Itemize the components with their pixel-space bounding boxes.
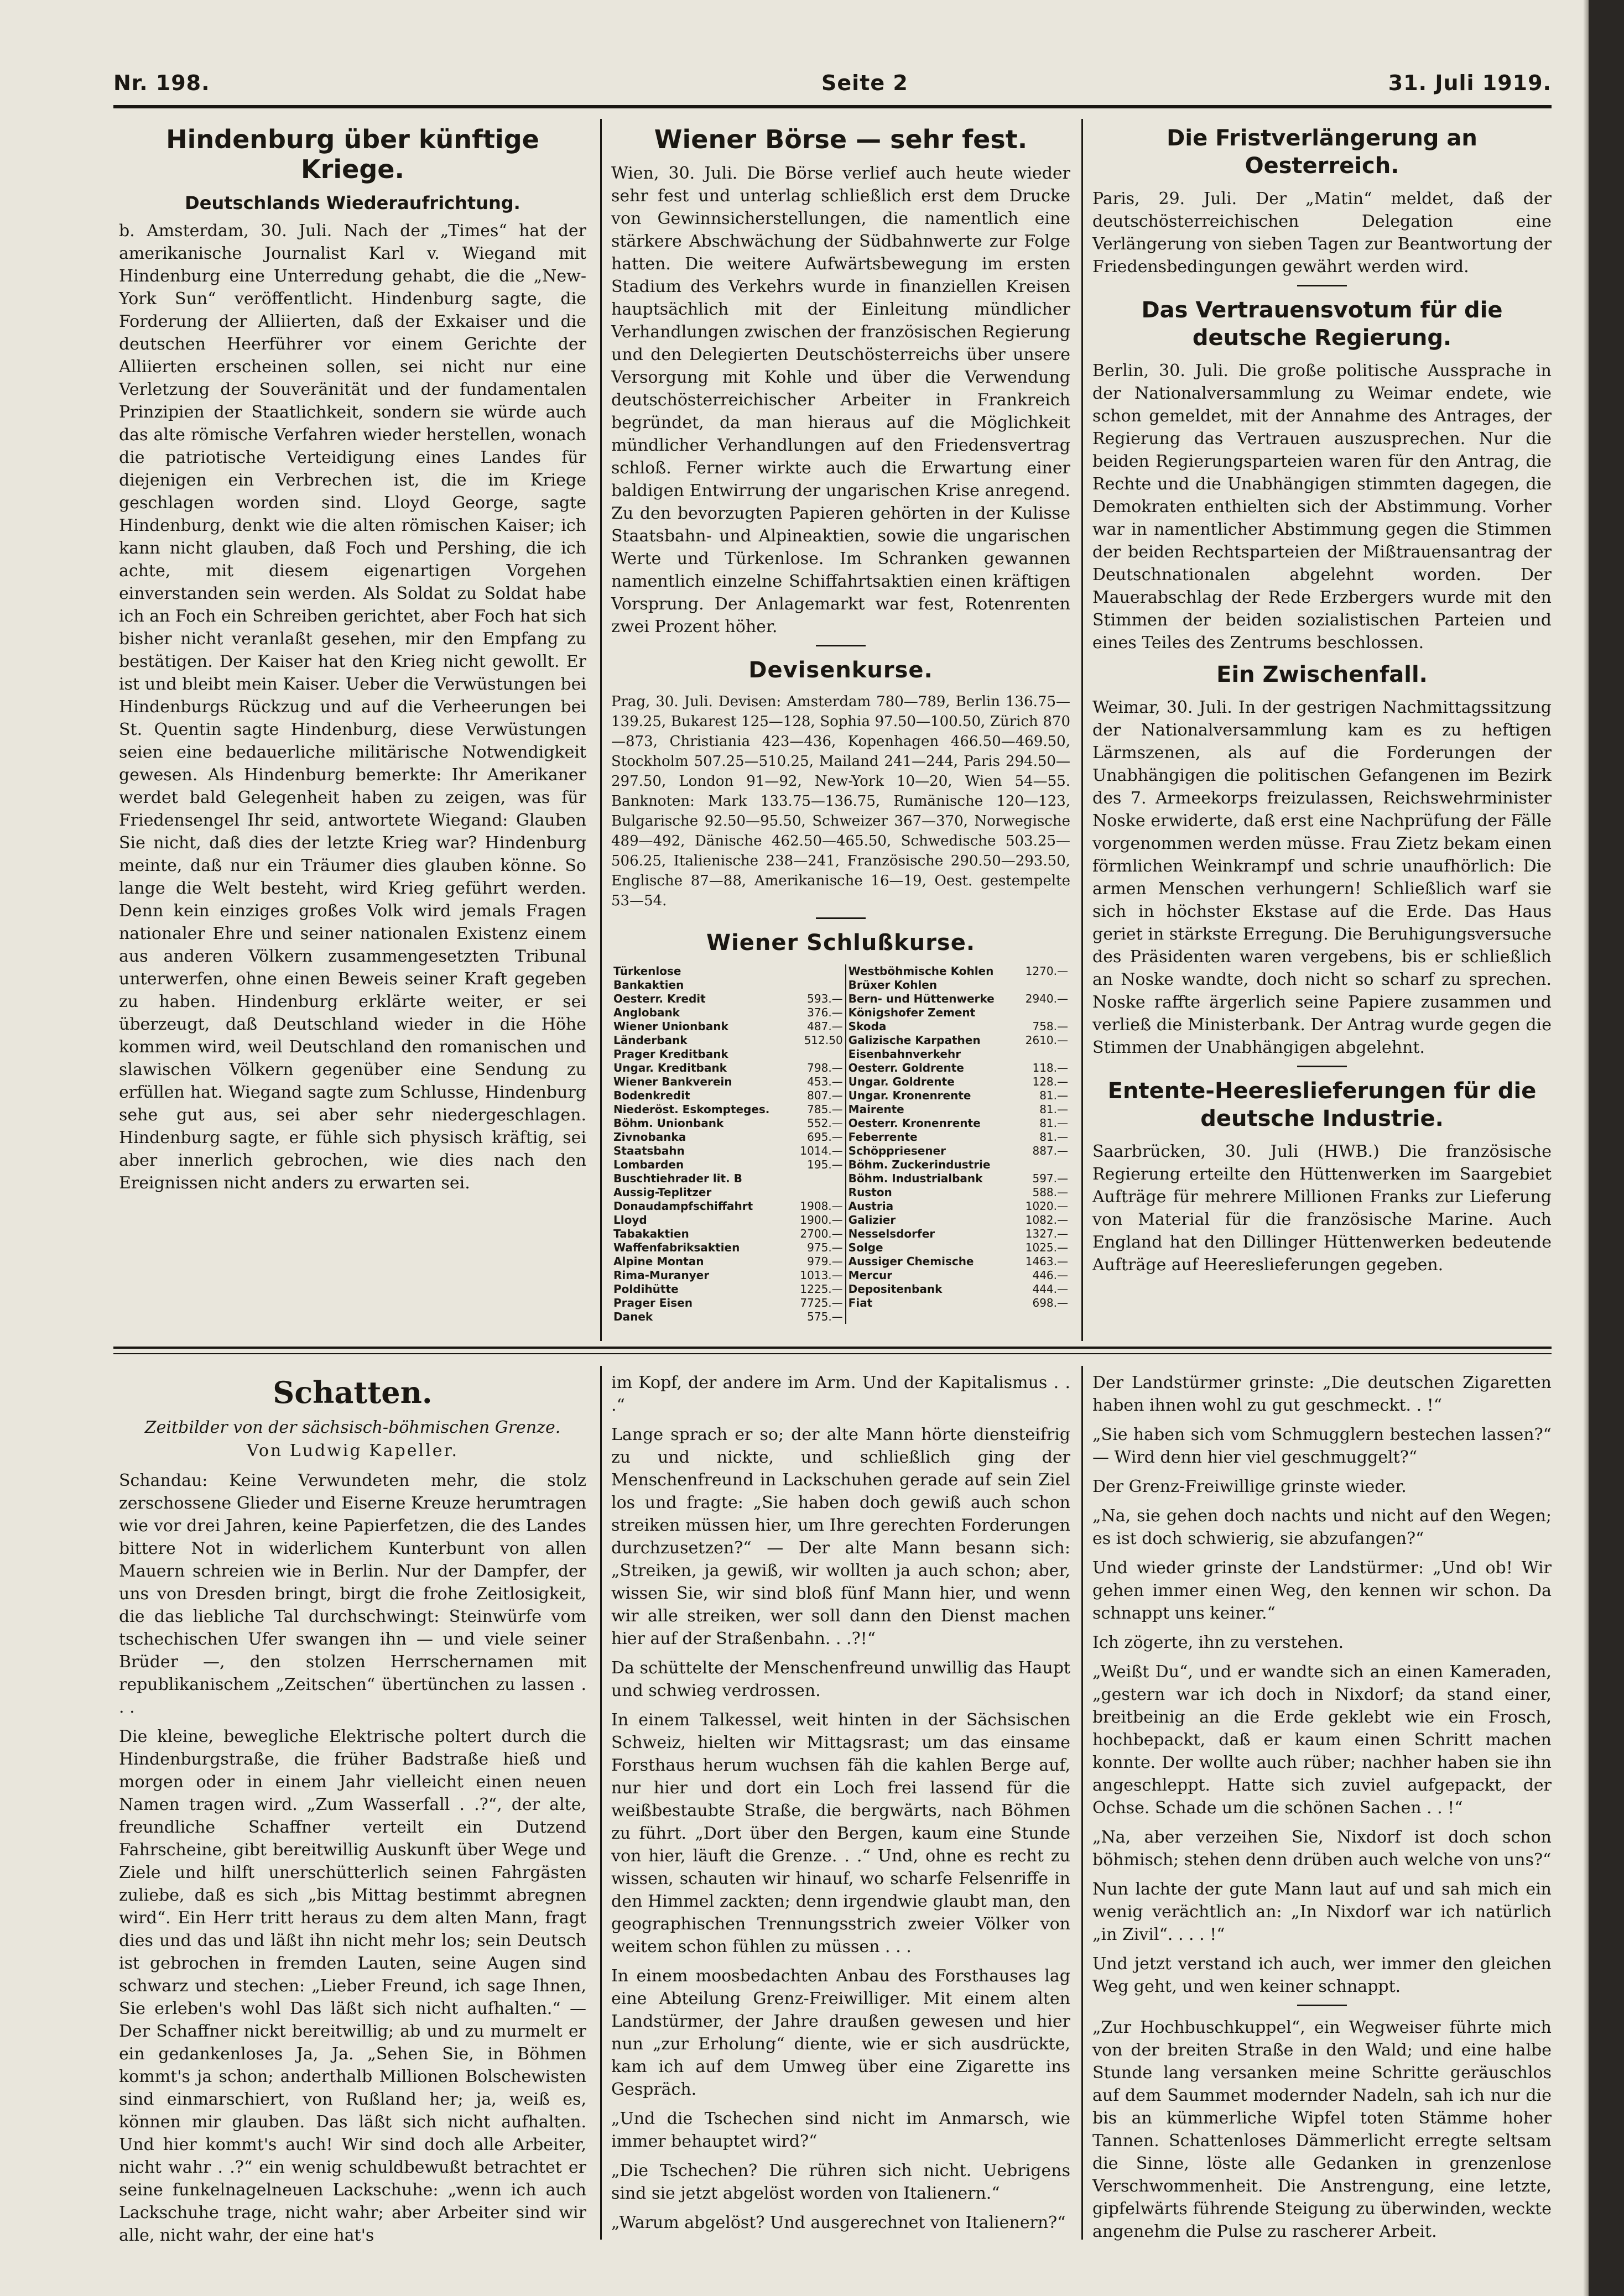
quote-name: Aussig-Teplitzer xyxy=(613,1186,712,1199)
quote-name: Prager Kreditbank xyxy=(613,1047,728,1061)
quote-name: Galizier xyxy=(848,1213,896,1227)
quote-name: Galizische Karpathen xyxy=(848,1034,981,1047)
quote-value: 1020.— xyxy=(1025,1199,1068,1213)
feuilleton-paragraph: Nun lachte der gute Mann laut auf und sah mich ein wenig verächtlich an: „In Nixdorf war ich natürlich „in Zivil“. . . . !“ xyxy=(1092,1880,1552,1944)
quote-name: Ungar. Kronenrente xyxy=(848,1089,971,1102)
page-edge-shadow xyxy=(1583,0,1589,2296)
quote-value: 512.50 xyxy=(775,1034,845,1047)
quote-name: Ungar. Kreditbank xyxy=(613,1061,727,1074)
quote-value: 975.— xyxy=(775,1241,845,1255)
quote-value: 1463.— xyxy=(1025,1255,1068,1268)
quote-value: 1025.— xyxy=(1025,1241,1068,1254)
devisen-title: Devisenkurse. xyxy=(748,658,933,683)
quote-row xyxy=(611,1282,1070,1296)
quote-value xyxy=(775,978,845,992)
quote-name: Böhm. Zuckerindustrie xyxy=(848,1158,991,1171)
feuilleton-column-2 xyxy=(611,1371,1070,2234)
quote-value: 1082.— xyxy=(1025,1213,1068,1227)
quote-row xyxy=(611,992,1070,1006)
quote-name: Eisenbahnverkehr xyxy=(848,1047,961,1061)
quote-row xyxy=(611,1199,1070,1213)
issue-number: Nr. 198. xyxy=(113,71,210,95)
feuilleton-paragraph: Und jetzt verstand ich auch, wer immer den gleichen Weg geht, und wen keiner schnappt. xyxy=(1092,1954,1552,1996)
section-rule xyxy=(1297,2005,1347,2006)
quote-value: 2700.— xyxy=(775,1227,845,1241)
quote-value: 1908.— xyxy=(775,1199,845,1213)
masthead-rule xyxy=(113,105,1552,108)
quote-name: Zivnobanka xyxy=(613,1130,686,1144)
quote-value: 979.— xyxy=(775,1255,845,1269)
quote-value xyxy=(1000,1006,1070,1020)
quote-row xyxy=(611,1227,1070,1241)
headline-heereslieferungen: Entente-Heereslieferungen für die deutsche Industrie. xyxy=(1107,1078,1537,1131)
article-heereslieferungen-text: Saarbrücken, 30. Juli (HWB.) Die französische Regierung erteilte den Hüttenwerken im Saargebiet Aufträge für mehrere Millionen Franks zur Lieferung von Material für die französische Marine. Auch England hat den Dillinger Hüttenwerken bedeutende Aufträge auf Heereslieferungen gegeben. xyxy=(1092,1142,1552,1275)
quote-row xyxy=(611,1213,1070,1227)
feuilleton-column-3 xyxy=(1092,1371,1552,2241)
feuilleton-paragraph: „Und die Tschechen sind nicht im Anmarsch, wie immer behauptet wird?“ xyxy=(611,2109,1070,2151)
quote-name: Waffenfabriksaktien xyxy=(613,1241,740,1254)
quote-name: Wiener Unionbank xyxy=(613,1020,728,1033)
headline-fristverlaengerung: Die Fristverlängerung an Oesterreich. xyxy=(1167,126,1477,179)
quote-name: Türkenlose xyxy=(613,964,681,978)
quote-value: 2610.— xyxy=(1025,1034,1068,1047)
quote-name: Aussiger Chemische xyxy=(848,1255,974,1268)
quote-value: 785.— xyxy=(775,1103,845,1116)
feuilleton-paragraph: In einem Talkessel, weit hinten in der Sächsischen Schweiz, hielten wir Mittagsrast; um das einsame Forsthaus herum wuchsen fäh die kahlen Berge auf, nur hier und dort ein Loch frei lassend für die weißbestaubte Straße, die bergwärts, nach Böhmen zu führt. „Dort über den Bergen, kaum eine Stunde von hier, läuft die Grenze. . .“ Und, ohne es recht zu wissen, schauten wir hinauf, wo scharfe Felsenriffe in den Himmel zackten; denn irgendwie glaubt man, den geographischen Trennungsstrich zweier Völker von weitem schon fühlen zu müssen . . . xyxy=(611,1710,1070,1956)
quote-name: Westböhmische Kohlen xyxy=(848,964,994,978)
quote-value: 81.— xyxy=(1039,1116,1068,1130)
quote-value: 128.— xyxy=(1032,1075,1068,1088)
column-hindenburg xyxy=(119,124,586,1330)
feuilleton-paragraph: „Na, aber verzeihen Sie, Nixdorf ist doch schon böhmisch; stehen denn drüben auch welche von uns?“ xyxy=(1092,1828,1552,1870)
quote-name: Lombarden xyxy=(613,1158,684,1171)
quote-row xyxy=(611,1269,1070,1282)
column-boerse xyxy=(611,124,1070,1330)
quote-row xyxy=(611,1075,1070,1089)
quote-name: Danek xyxy=(613,1310,653,1323)
quote-name: Oesterr. Kredit xyxy=(613,992,706,1005)
quote-name: Mercur xyxy=(848,1269,892,1282)
quote-row xyxy=(611,1130,1070,1144)
subhead-hindenburg: Deutschlands Wiederaufrichtung. xyxy=(185,192,520,213)
quote-name: Brüxer Kohlen xyxy=(848,978,938,992)
quote-name: Länderbank xyxy=(613,1034,688,1047)
quote-name: Bankaktien xyxy=(613,978,684,992)
quote-name: Austria xyxy=(848,1199,894,1213)
feuilleton-paragraph: „Die Tschechen? Die rühren sich nicht. Uebrigens sind sie jetzt abgelöst worden von Italienern.“ xyxy=(611,2161,1070,2203)
quote-name: Prager Eisen xyxy=(613,1296,693,1309)
quote-name: Skoda xyxy=(848,1020,887,1033)
quote-name: Depositenbank xyxy=(848,1282,943,1296)
quote-name: Oesterr. Kronenrente xyxy=(848,1116,981,1130)
column-divider-1 xyxy=(600,119,602,1341)
quote-name xyxy=(846,1310,1000,1324)
quote-value: 446.— xyxy=(1032,1269,1068,1282)
feuilleton-paragraph: Da schüttelte der Menschenfreund unwillig das Haupt und schwieg verdrossen. xyxy=(611,1658,1070,1700)
section-rule xyxy=(1297,1066,1347,1067)
quote-value: 798.— xyxy=(775,1061,845,1075)
feuilleton-title: Schatten. xyxy=(273,1375,433,1410)
quote-value: 118.— xyxy=(1032,1061,1068,1074)
quote-value xyxy=(1000,1047,1070,1061)
column-divider-2 xyxy=(1081,119,1083,1341)
feuilleton-paragraph: Und wieder grinste der Landstürmer: „Und ob! Wir gehen immer einen Weg, den kennen wir schon. Da schnappt uns keiner.“ xyxy=(1092,1558,1552,1623)
quote-row xyxy=(611,978,1070,992)
quote-value xyxy=(1000,1310,1070,1324)
quote-value: 487.— xyxy=(775,1020,845,1034)
quote-value: 758.— xyxy=(1032,1020,1068,1033)
feuilleton-paragraph: „Sie haben sich vom Schmugglern bestechen lassen?“ — Wird denn hier viel geschmuggelt?“ xyxy=(1092,1425,1552,1467)
quote-name: Donaudampfschiffahrt xyxy=(613,1199,753,1213)
feuilleton-paragraph: In einem moosbedachten Anbau des Forsthauses lag eine Abteilung Grenz-Freiwilliger. Mit einem alten Landstürmer, der Jahre draußen gewesen und hier nun „zur Erholung“ diente, wie er sich ausdrückte, kam ich auf dem Umweg über eine Zigarette ins Gespräch. xyxy=(611,1966,1070,2099)
quote-row xyxy=(611,1061,1070,1075)
quote-row xyxy=(611,1047,1070,1061)
feuilleton-paragraph: im Kopf, der andere im Arm. Und der Kapitalismus . . .“ xyxy=(611,1373,1070,1415)
quote-row xyxy=(611,1103,1070,1116)
masthead xyxy=(113,71,1552,102)
quote-value: 376.— xyxy=(775,1006,845,1020)
headline-boerse: Wiener Börse — sehr fest. xyxy=(654,124,1028,154)
quote-name: Niederöst. Eskompteges. xyxy=(613,1103,770,1116)
quote-name: Alpine Montan xyxy=(613,1255,704,1268)
quote-name: Ungar. Goldrente xyxy=(848,1075,955,1088)
quote-value: 552.— xyxy=(775,1116,845,1130)
quote-value xyxy=(775,964,845,978)
quote-value: 81.— xyxy=(1039,1130,1068,1144)
quote-row xyxy=(611,1116,1070,1130)
quote-value: 593.— xyxy=(775,992,845,1006)
quote-row xyxy=(611,1310,1070,1324)
feuilleton-paragraph: „Warum abgelöst? Und ausgerechnet von Italienern?“ xyxy=(611,2213,1066,2232)
feuilleton-paragraph: Schandau: Keine Verwundeten mehr, die stolz zerschossene Glieder und Eiserne Kreuze herumtragen wie vor drei Jahren, keine Papierfetzen, die des Landes bittere Not in widerlichem Kunterbunt von allen Mauern schreien wie in Berlin. Nur der Dampfer, der uns von Dresden bringt, birgt die frohe Zeitlosigkeit, die das liebliche Tal durchschwingt: Steinwürfe vom tschechischen Ufer swangen ihn — und viele seiner Brüder —, den stolzen Herrschernamen mit republikanischem „Zeitschen“ übertünchen zu lassen . . . xyxy=(119,1471,586,1717)
quote-value: 1270.— xyxy=(1025,964,1068,978)
quote-row xyxy=(611,1255,1070,1269)
quote-value xyxy=(1000,1158,1070,1172)
quote-name: Bern- und Hüttenwerke xyxy=(848,992,995,1005)
quote-name: Bodenkredit xyxy=(613,1089,690,1102)
quote-name: Schöppriesener xyxy=(848,1144,946,1157)
quote-name: Böhm. Unionbank xyxy=(613,1116,724,1130)
quote-value: 1327.— xyxy=(1025,1227,1068,1240)
quote-name: Anglobank xyxy=(613,1006,680,1019)
quote-name: Wiener Bankverein xyxy=(613,1075,732,1088)
headline-hindenburg: Hindenburg über künftige Kriege. xyxy=(166,124,539,184)
feuilleton-subtitle: Zeitbilder von der sächsisch-böhmischen Grenze. xyxy=(144,1418,561,1437)
quote-row xyxy=(611,1006,1070,1020)
quote-name: Buschtiehrader lit. B xyxy=(613,1172,742,1185)
quote-value: 453.— xyxy=(775,1075,845,1089)
quote-name: Ruston xyxy=(848,1186,892,1199)
article-vertrauensvotum-text: Berlin, 30. Juli. Die große politische Aussprache in der Nationalversammlung zu Weimar endete, wie schon gemeldet, mit der Annahme des Antrages, der Regierung das Vertrauen auszusprechen. Nur die beiden Regierungsparteien waren für den Antrag, die Rechte und die Unabhängigen stimmten dagegen, die Demokraten enthielten sich der Abstimmung. Vorher war in namentlicher Abstimmung gegen die Stimmen der beiden Rechtsparteien der Mißtrauensantrag der Deutschnationalen abgelehnt worden. Der Mauerabschlag der Rede Erzbergers wurde mit den Stimmen der beiden sozialistischen Parteien und eines Teiles des Zentrums beschlossen. xyxy=(1092,361,1552,653)
quote-row xyxy=(611,1020,1070,1034)
feuilleton-paragraph: Die kleine, bewegliche Elektrische poltert durch die Hindenburgstraße, die früher Badstraße hieß und morgen oder in einem Jahr vielleicht einen neuen Namen tragen wird. „Zum Wasserfall . .?“, der alte, freundliche Schaffner verteilt ein Dutzend Fahrscheine, gibt bereitwillig Auskunft über Wege und Ziele und hilft unerschütterlich seinen Fahrgästen zuliebe, daß es sich „bis Mittag bestimmt abregnen wird“. Ein Herr tritt heraus zu dem alten Mann, fragt dies und das und läßt ihn nicht mehr los; sein Deutsch ist gebrochen in fremden Lauten, seine Augen sind schwarz und stechen: „Lieber Freund, ich sage Ihnen, Sie erleben's wohl Das läßt sich nicht aufhalten.“ — Der Schaffner nickt bereitwillig; ab und zu murmelt er ein gedankenloses Ja, Ja. „Sehen Sie, in Böhmen kommt's ja schon; anderthalb Millionen Bolschewisten sind einmarschiert, von Rußland her; ja, weiß es, können mir glauben. Das läßt sich nicht aufhalten. Und hier kommt's auch! Wir sind doch alle Arbeiter, nicht wahr . .?“ ein wenig schuldbewußt betrachtet er seine funkelnagelneuen Lackschuhe: „wenn ich auch Lackschuhe trage, nicht wahr; aber Arbeiter sind wir alle, nicht wahr, der eine hat's xyxy=(119,1727,586,2245)
quote-row xyxy=(611,1034,1070,1047)
section-rule xyxy=(816,917,866,919)
quote-value: 887.— xyxy=(1032,1144,1068,1157)
quote-value: 7725.— xyxy=(775,1296,845,1310)
quote-value: 695.— xyxy=(775,1130,845,1144)
quote-row xyxy=(611,1089,1070,1103)
quotes-table xyxy=(611,964,1070,1324)
feuilleton-rule-top xyxy=(113,1347,1552,1349)
article-boerse-text: Wien, 30. Juli. Die Börse verlief auch heute wieder sehr fest und unterlag schließlich erst dem Drucke von Gewinnsicherstellungen, die namentlich eine stärkere Abschwächung der Südbahnwerte zur Folge hatten. Die weitere Aufwärtsbewegung im ersten Stadium des Verkehrs wurde in finanziellen Kreisen hauptsächlich mit der Einleitung mündlicher Verhandlungen zwischen der französischen Regierung und den Delegierten Deutschösterreichs über unsere Versorgung mit Kohle und über die Verwendung deutschösterreichischer Arbeiter in Frankreich begründet, da man hieraus auf die Möglichkeit mündlicher Verhandlungen auf den Friedensvertrag schloß. Ferner wirkte auch die Erwartung einer baldigen Entwirrung der ungarischen Krise anregend. Zu den bevorzugten Papieren gehörten in der Kulisse Staatsbahn- und Alpineaktien, sowie die ungarischen Werte und Türkenlose. Im Schranken gewannen namentlich einzelne Schiffahrtsaktien einen kräftigen Vorsprung. Der Anlagemarkt war fest, Rotenrenten zwei Prozent höher. xyxy=(611,164,1070,636)
quote-name: Königshofer Zement xyxy=(848,1006,976,1019)
page-number: Seite 2 xyxy=(821,71,908,95)
section-rule xyxy=(816,645,866,646)
quote-value: 698.— xyxy=(1032,1296,1068,1309)
schlusskurse-title: Wiener Schlußkurse. xyxy=(706,930,976,956)
page-edge xyxy=(1589,0,1624,2296)
feuilleton-divider-2 xyxy=(1081,1366,1083,2240)
quote-value: 807.— xyxy=(775,1089,845,1103)
quote-row xyxy=(611,1144,1070,1158)
quote-value: 1014.— xyxy=(775,1144,845,1158)
quote-value: 597.— xyxy=(1032,1172,1068,1185)
article-hindenburg-text: b. Amsterdam, 30. Juli. Nach der „Times“ hat der amerikanische Journalist Karl v. Wiegand mit Hindenburg eine Unterredung gehabt, die die „New-York Sun“ veröffentlicht. Hindenburg sagte, die Forderung der Alliierten, daß der Exkaiser und die deutschen Heerführer vor einem Gerichte der Alliierten erscheinen sollen, sei nicht nur eine Verletzung der Souveränität und der fundamentalen Prinzipien der Staatlichkeit, sondern sie würde auch das alte römische Verfahren wieder herstellen, wonach die patriotische Verteidigung eines Landes für diejenigen ein Verbrechen ist, die im Kriege geschlagen worden sind. Lloyd George, sagte Hindenburg, denkt wie die alten römischen Kaiser; ich kann nicht glauben, daß Foch und Pershing, die ich achte, mit diesem eigenartigen Vorgehen einverstanden sein werden. Als Soldat zu Soldat habe ich an Foch ein Schreiben gerichtet, aber Foch hat sich bisher nicht veranlaßt gesehen, mir den Empfang zu bestätigen. Der Kaiser hat den Krieg nicht gewollt. Er ist und bleibt mein Kaiser. Ueber die Verwüstungen bei Hindenburgs Rückzug und auf die Verheerungen bei St. Quentin sagte Hindenburg, diese Verwüstungen seien eine bedauerliche militärische Notwendigkeit gewesen. Als Hindenburg bemerkte: Ihr Amerikaner werdet bald Gelegenheit haben zu zeigen, was für Friedensengel Ihr seid, antwortete Wiegand: Glauben Sie nicht, daß dies der letzte Krieg war? Hindenburg meinte, daß nur ein Träumer dies glauben könne. So lange die Welt besteht, wird Krieg geführt werden. Denn kein einziges großes Volk wird jemals Fragen nationaler Ehre und seiner nationalen Existenz einem aus anderen Völkern zusammengesetzten Tribunal unterwerfen, ohne einen Beweis seiner Kraft gegeben zu haben. Hindenburg erklärte weiter, er sei überzeugt, daß Deutschland wieder in die Höhe kommen wird, weil Deutschland den romanischen und slawischen Völkern gegenüber eine Sendung zu erfüllen hat. Wiegand sagte zum Schlusse, Hindenburg sehe gut aus, sei aber sehr niedergeschlagen. Hindenburg sagte, er fühle sich physisch kräftig, sei aber innerlich gebrochen, wie dies nach den Ereignissen nicht anders zu erwarten sei. xyxy=(119,221,586,1193)
quote-name: Mairente xyxy=(848,1103,904,1116)
article-zwischenfall-text: Weimar, 30. Juli. In der gestrigen Nachmittagssitzung der Nationalversammlung kam es zu heftigen Lärmszenen, als auf die Forderungen der Unabhängigen die politischen Gefangenen im Bezirk des 7. Armeekorps freizulassen, Reichswehrminister Noske erwiderte, daß erst eine Nachprüfung der Fälle vorgenommen werden müsse. Frau Zietz bekam einen förmlichen Weinkrampf und schrie unaufhörlich: Die armen Menschen verhungern! Schließlich warf sie sich in höchster Ekstase auf die Erde. Das Haus geriet in stärkste Erregung. Die Beruhigungsversuche des Präsidenten waren vergebens, bis er schließlich an Noske wandte, doch nicht so scharf zu sprechen. Noske raffte ärgerlich seine Papiere zusammen und verließ die Ministerbank. Der Antrag wurde gegen die Stimmen der Unabhängigen abgelehnt. xyxy=(1092,698,1552,1057)
quote-value xyxy=(775,1186,845,1199)
issue-date: 31. Juli 1919. xyxy=(1388,71,1552,95)
quote-name: Nesselsdorfer xyxy=(848,1227,935,1240)
quote-value xyxy=(775,1172,845,1186)
feuilleton-author: Von Ludwig Kapeller. xyxy=(246,1441,459,1460)
quote-name: Oesterr. Goldrente xyxy=(848,1061,964,1074)
quote-name: Feberrente xyxy=(848,1130,918,1144)
feuilleton-paragraph: „Na, sie gehen doch nachts und nicht auf den Wegen; es ist doch schwierig, sie abzufangen?“ xyxy=(1092,1506,1552,1548)
feuilleton-paragraph: Ich zögerte, ihn zu verstehen. xyxy=(1092,1633,1344,1652)
feuilleton-paragraph: „Zur Hochbuschkuppel“, ein Wegweiser führte mich von der breiten Straße in den Wald; und eine halbe Stunde lang versanken meine Schritte geräuschlos auf dem Saummet modernder Nadeln, sah ich nur die bis an kümmerliche Wipfel toten Stämme hoher Tannen. Schattenloses Dämmerlicht erregte seltsam die Sinne, löste alle Gedanken in grenzenlose Verschwommenheit. Die Anstrengung, eine letzte, gipfelwärts führende Steigung zu überwinden, weckte angenehm die Pulse zu rascherer Arbeit. xyxy=(1092,2018,1552,2241)
quote-value: 1900.— xyxy=(775,1213,845,1227)
feuilleton-paragraph: Der Landstürmer grinste: „Die deutschen Zigaretten haben ihnen wohl zu gut geschmeckt. . !“ xyxy=(1092,1373,1552,1415)
quote-name: Solge xyxy=(848,1241,883,1254)
devisen-text: Prag, 30. Juli. Devisen: Amsterdam 780—789, Berlin 136.75—139.25, Bukarest 125—128, Sophia 97.50—100.50, Zürich 870—873, Christiania 423—436, Kopenhagen 466.50—469.50, Stockholm 507.25—510.25, Mailand 241—244, Paris 294.50—297.50, London 91—92, New-York 10—20, Wien 54—55. Banknoten: Mark 133.75—136.75, Rumänische 120—123, Bulgarische 92.50—95.50, Schweizer 367—370, Norwegische 489—492, Dänische 462.50—465.50, Schwedische 503.25—506.25, Italienische 238—241, Französische 290.50—293.50, Englische 87—88, Amerikanische 16—19, Oest. gestempelte 53—54. xyxy=(611,693,1070,909)
quote-value: 575.— xyxy=(775,1310,845,1324)
quote-row xyxy=(611,1241,1070,1255)
feuilleton-paragraph: „Weißt Du“, und er wandte sich an einen Kameraden, „gestern war ich doch in Nixdorf; da stand einer, breitbeinig an die Erde geklebt wie ein Frosch, hochbepackt, daß er kaum einen Schritt machen konnte. Der wollte auch rüber; nachher haben sie ihn angeschleppt. Hatte sich zuviel aufgepackt, der Ochse. Schade um die schönen Sachen . . !“ xyxy=(1092,1662,1552,1818)
quote-name: Lloyd xyxy=(613,1213,647,1227)
column-politics xyxy=(1092,124,1552,1330)
quote-row xyxy=(611,1158,1070,1172)
quote-value xyxy=(775,1047,845,1061)
quote-name: Böhm. Industrialbank xyxy=(848,1172,983,1185)
feuilleton-column-1 xyxy=(119,1371,586,2245)
quote-name: Poldihütte xyxy=(613,1282,679,1296)
quote-value: 588.— xyxy=(1032,1186,1068,1199)
feuilleton-rule-bottom xyxy=(113,1353,1552,1354)
quote-value: 81.— xyxy=(1039,1103,1068,1116)
quote-value: 444.— xyxy=(1032,1282,1068,1296)
feuilleton-paragraph: Der Grenz-Freiwillige grinste wieder. xyxy=(1092,1477,1407,1496)
feuilleton-paragraph: Lange sprach er so; der alte Mann hörte diensteifrig zu und nickte, und schließlich ging der Menschenfreund in Lackschuhen gerade auf sein Ziel los und fragte: „Sie haben doch gewiß auch schon streiken müssen hier, um Ihre gerechten Forderungen durchzusetzen?“ — Der alte Mann besann sich: „Streiken, ja gewiß, wir wollten ja auch schon; aber, wissen Sie, wir sind bloß fünf Mann hier, und wenn wir alle streiken, wer soll dann den Dienst machen hier auf der Straßenbahn. . .?!“ xyxy=(611,1425,1070,1648)
quote-name: Tabakaktien xyxy=(613,1227,689,1240)
quote-value: 1013.— xyxy=(775,1269,845,1282)
quote-name: Rima-Muranyer xyxy=(613,1269,710,1282)
quote-value: 195.— xyxy=(775,1158,845,1172)
quote-row xyxy=(611,1186,1070,1199)
quote-name: Fiat xyxy=(848,1296,873,1309)
quote-row xyxy=(611,964,1070,978)
headline-zwischenfall: Ein Zwischenfall. xyxy=(1216,662,1428,687)
headline-vertrauensvotum: Das Vertrauensvotum für die deutsche Regierung. xyxy=(1141,298,1503,351)
quote-name: Staatsbahn xyxy=(613,1144,685,1157)
quote-value: 81.— xyxy=(1039,1089,1068,1102)
article-fristverlaengerung-text: Paris, 29. Juli. Der „Matin“ meldet, daß der deutschösterreichischen Delegation eine Verlängerung von sieben Tagen zur Beantwortung der Friedensbedingungen gewährt werden wird. xyxy=(1092,189,1552,276)
quote-row xyxy=(611,1296,1070,1310)
quote-value xyxy=(1000,978,1070,992)
quote-row xyxy=(611,1172,1070,1186)
quote-value: 2940.— xyxy=(1025,992,1068,1005)
section-rule xyxy=(1297,285,1347,286)
feuilleton-divider-1 xyxy=(600,1366,602,2240)
quote-value: 1225.— xyxy=(775,1282,845,1296)
